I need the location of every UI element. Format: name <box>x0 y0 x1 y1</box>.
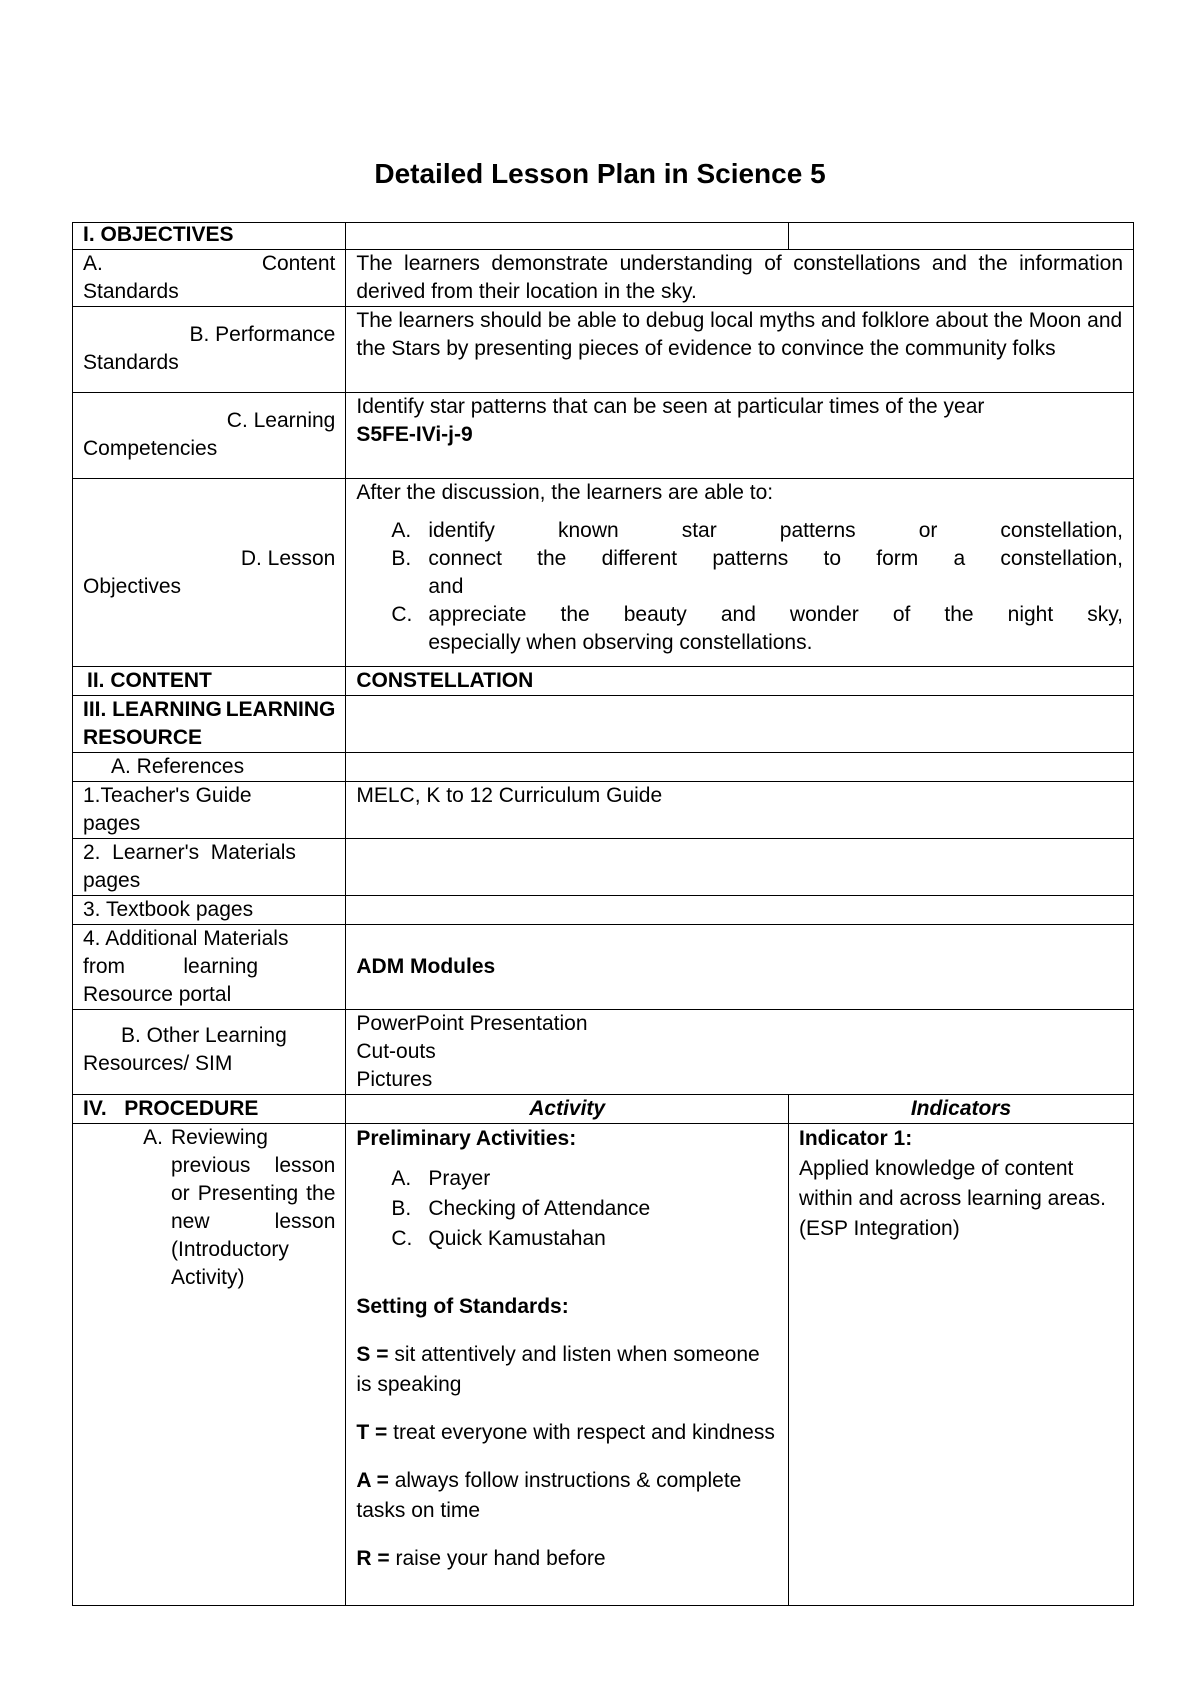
preliminary-item: C. Quick Kamustahan <box>391 1227 606 1250</box>
objective-item: C. appreciate the beauty and wonder of the night sky, <box>391 603 1123 626</box>
learners-materials-value <box>346 839 1134 896</box>
textbook-value <box>346 896 1134 925</box>
standard-item: T = treat everyone with respect and kindness <box>356 1421 775 1444</box>
content-standards-row <box>73 250 1134 307</box>
objectives-blank-1 <box>346 223 789 250</box>
content-value: CONSTELLATION <box>346 667 1134 696</box>
performance-standards-label <box>73 307 346 393</box>
preliminary-item: B. Checking of Attendance <box>391 1197 651 1220</box>
learners-materials-label <box>73 839 346 896</box>
procedure-step-a-row <box>73 1124 1134 1606</box>
teachers-guide-value: MELC, K to 12 Curriculum Guide <box>346 782 1134 839</box>
performance-standards-label-a: B. Performance <box>189 323 336 346</box>
additional-materials-label <box>73 925 346 1010</box>
indicator-heading: Indicator 1: <box>799 1127 913 1150</box>
additional-materials-label-a: 4. Additional Materials <box>83 927 289 950</box>
objectives-row <box>73 223 1134 250</box>
textbook-label: 3. Textbook pages <box>73 896 346 925</box>
content-standards-label-a: A. Content <box>83 252 336 275</box>
learning-competencies-row <box>73 393 1134 479</box>
learning-resource-blank <box>346 696 1134 753</box>
preliminary-list <box>356 1164 778 1254</box>
objective-item-continued: especially when observing constellations. <box>428 631 813 654</box>
standard-item: S = sit attentively and listen when someone is speaking <box>356 1343 760 1396</box>
other-resources-label-b: Resources/ SIM <box>83 1052 233 1075</box>
standard-item: R = raise your hand before <box>356 1547 606 1570</box>
competency-code: S5FE-IVi-j-9 <box>356 423 473 446</box>
indicator-text: Applied knowledge of content within and across learning areas. <box>799 1157 1107 1210</box>
content-standards-label <box>73 250 346 307</box>
other-resources-label-a: B. Other Learning <box>121 1024 287 1047</box>
references-blank <box>346 753 1134 782</box>
standards-heading: Setting of Standards: <box>356 1295 569 1318</box>
teachers-guide-label-a: 1.Teacher's Guide <box>83 784 252 807</box>
additional-materials-row <box>73 925 1134 1010</box>
content-standards-text: The learners demonstrate understanding of constellations and the information derived from their location in the sky. <box>346 250 1134 307</box>
other-resources-values <box>346 1010 1134 1095</box>
learning-resource-heading-a: III. LEARNING <box>83 698 222 721</box>
activity-cell <box>346 1124 789 1606</box>
content-heading: II. CONTENT <box>73 667 346 696</box>
procedure-header-row <box>73 1095 1134 1124</box>
content-row <box>73 667 1134 696</box>
learners-materials-row <box>73 839 1134 896</box>
lesson-objectives-label <box>73 479 346 667</box>
lesson-objectives-label-a: D. Lesson <box>240 546 336 570</box>
lesson-objectives-label-b: Objectives <box>83 574 182 598</box>
other-resources-label <box>73 1010 346 1095</box>
objective-item: A. identify known star patterns or constellation, <box>391 519 1123 542</box>
other-resource-item: Pictures <box>356 1068 433 1091</box>
document-title: Detailed Lesson Plan in Science 5 <box>374 158 826 189</box>
other-resources-row <box>73 1010 1134 1095</box>
standard-item: A = always follow instructions & complete tasks on time <box>356 1469 742 1522</box>
learning-competencies-cell <box>346 393 1134 479</box>
performance-standards-row <box>73 307 1134 393</box>
performance-standards-label-b: Standards <box>83 351 179 374</box>
objective-item: B. connect the different patterns to form a constellation, <box>391 547 1123 570</box>
additional-materials-label-b: from learning <box>83 955 259 978</box>
step-a-marker: A. <box>143 1126 163 1149</box>
references-row <box>73 753 1134 782</box>
additional-materials-value: ADM Modules <box>346 925 1134 1010</box>
procedure-heading: IV. PROCEDURE <box>73 1095 346 1124</box>
other-resource-item: Cut-outs <box>356 1040 436 1063</box>
learning-competencies-label-a: C. Learning <box>226 409 336 432</box>
textbook-row <box>73 896 1134 925</box>
step-a-text: Reviewing previous lesson or Presenting the new lesson (Introductory Activity) <box>171 1126 336 1289</box>
preliminary-heading: Preliminary Activities: <box>356 1127 577 1150</box>
other-resource-item: PowerPoint Presentation <box>356 1012 588 1035</box>
indicator-cell <box>789 1124 1134 1606</box>
additional-materials-label-c: Resource portal <box>83 983 232 1006</box>
objectives-heading: I. OBJECTIVES <box>73 223 346 250</box>
references-label: A. References <box>73 753 346 782</box>
learning-competencies-label-b: Competencies <box>83 437 218 460</box>
step-a-label <box>73 1124 346 1606</box>
learning-resource-heading: III. LEARNING LEARNING RESOURCE <box>73 696 346 753</box>
learners-materials-label-b: pages <box>83 869 141 892</box>
objective-item-continued: and <box>428 575 464 598</box>
learning-resource-heading-b: RESOURCE <box>83 726 203 749</box>
lesson-objectives-row <box>73 479 1134 667</box>
teachers-guide-label-b: pages <box>83 812 141 835</box>
content-standards-label-b: Standards <box>83 280 179 303</box>
lesson-objectives-list <box>356 517 1123 657</box>
teachers-guide-row <box>73 782 1134 839</box>
learners-materials-label-a: 2. Learner's Materials <box>83 841 296 864</box>
learning-competencies-label <box>73 393 346 479</box>
lesson-plan-table <box>72 222 1134 1606</box>
indicator-note: (ESP Integration) <box>799 1217 960 1240</box>
learning-competencies-text: Identify star patterns that can be seen at particular times of the year <box>356 395 985 418</box>
learning-resource-row <box>73 696 1134 753</box>
lesson-objectives-intro: After the discussion, the learners are able to: <box>356 481 774 504</box>
indicators-column-header: Indicators <box>789 1095 1134 1124</box>
activity-column-header: Activity <box>346 1095 789 1124</box>
performance-standards-text: The learners should be able to debug local myths and folklore about the Moon and the Stars by presenting pieces of evidence to convince the community folks <box>346 307 1134 393</box>
lesson-objectives-cell <box>346 479 1134 667</box>
objectives-blank-2 <box>789 223 1134 250</box>
preliminary-item: A. Prayer <box>391 1167 491 1190</box>
teachers-guide-label <box>73 782 346 839</box>
